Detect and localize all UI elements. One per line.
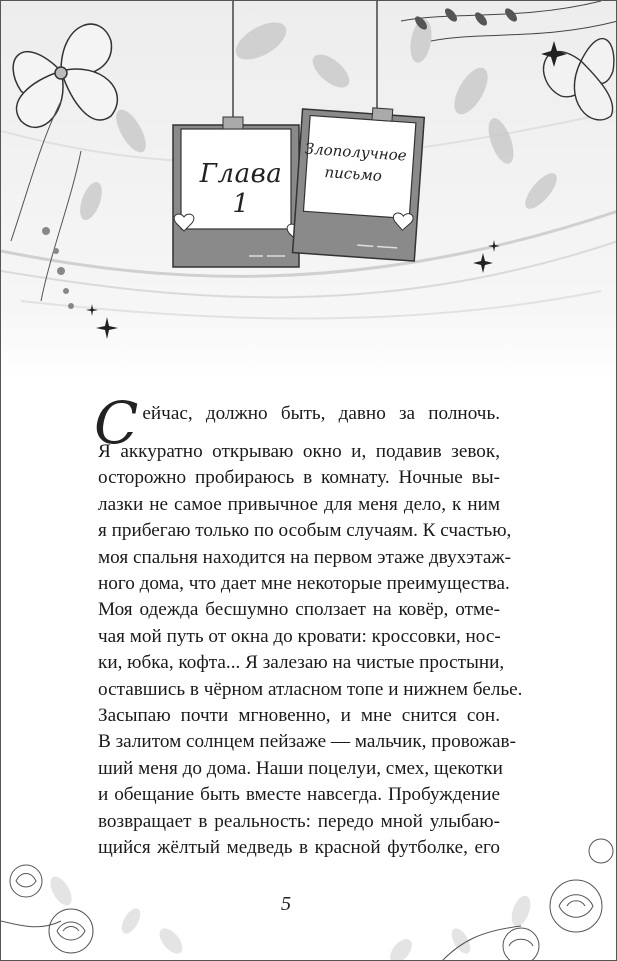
text-line: Моя одежда бесшумно сползает на ковёр, отме- bbox=[98, 599, 500, 621]
text-line: оставшись в чёрном атласном топе и нижнем белье. bbox=[98, 678, 523, 700]
text-line: и обещание быть вместе навсегда. Пробуждение bbox=[98, 784, 500, 806]
text-line: ший меня до дома. Наши поцелуи, смех, щекотки bbox=[98, 757, 503, 779]
text-line: В залитом солнцем пейзаже — мальчик, провожав- bbox=[98, 731, 516, 753]
chapter-label: Глава 1 bbox=[199, 159, 283, 219]
rose-footer-illustration bbox=[1, 831, 617, 961]
floral-header-illustration bbox=[1, 1, 617, 381]
text-line: осторожно пробираюсь в комнату. Ночные вы- bbox=[98, 467, 500, 489]
chapter-subtitle: Злополучное письмо bbox=[304, 139, 408, 185]
text-line: я прибегаю только по особым случаям. К счастью, bbox=[98, 520, 512, 542]
text-line: возвращает в реальность: передо мной улыбаю- bbox=[98, 810, 500, 832]
text-line: Засыпаю почти мгновенно, и мне снится сон. bbox=[98, 705, 500, 727]
page-number: 5 bbox=[281, 893, 291, 915]
chapter-body-text bbox=[94, 389, 523, 862]
text-line: моя спальня находится на первом этаже двухэтаж- bbox=[98, 546, 512, 568]
text-line: щийся жёлтый медведь в красной футболке, его bbox=[98, 837, 500, 859]
text-line: чая мой путь от окна до кровати: кроссовки, нос- bbox=[98, 625, 501, 647]
drop-cap: С bbox=[94, 389, 139, 457]
text-line: ного дома, что дает мне некоторые преимущества. bbox=[98, 573, 510, 595]
text-line: ки, юбка, кофта... Я залезаю на чистые простыни, bbox=[98, 652, 505, 674]
text-line: лазки не самое привычное для меня дело, к ним bbox=[98, 493, 500, 515]
text-line: ейчас, должно быть, давно за полночь. bbox=[142, 403, 500, 424]
text-line: Я аккуратно открываю окно и, подавив зевок, bbox=[98, 441, 500, 462]
